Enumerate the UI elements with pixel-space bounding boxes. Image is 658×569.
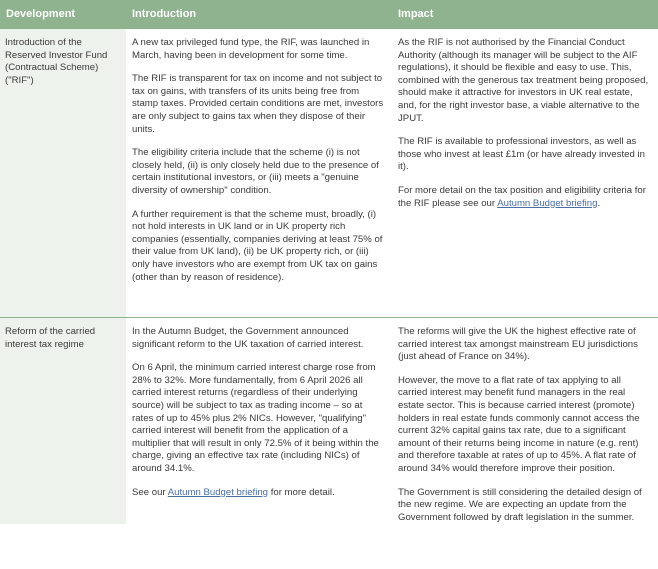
header-row	[0, 0, 658, 29]
link-suffix: .	[597, 197, 601, 209]
autumn-budget-briefing-link[interactable]: Autumn Budget briefing	[167, 486, 269, 498]
table-row	[0, 318, 658, 525]
autumn-budget-briefing-link[interactable]: Autumn Budget briefing	[497, 197, 598, 209]
header-impact: Impact	[392, 0, 658, 29]
paragraph: The Government is still considering the detailed design of the new regime. We are expecting an update from the Government followed by draft legislation in the summer.	[398, 486, 642, 523]
paragraph	[398, 185, 652, 210]
introduction-cell	[126, 318, 392, 525]
paragraph: The RIF is transparent for tax on income and not subject to tax on gains, with transfers of its units being free from stamp taxes. Provided certain conditions are met, investors are only subject to gains tax when they dispose of their units.	[132, 73, 384, 135]
paragraph: As the RIF is not authorised by the Financial Conduct Authority (although its manager will be subject to the AIF regulations), it should be flexible and easy to use. This, combined with the generous tax treatment being proposed, should make it attractive for investors in UK real estate, and, for the right investor base, a viable alternative to the JPUT.	[398, 37, 649, 124]
impact-cell	[392, 29, 658, 318]
introduction-cell	[126, 29, 392, 318]
header-development: Development	[0, 0, 126, 29]
paragraph	[132, 487, 386, 500]
paragraph: In the Autumn Budget, the Government announced significant reform to the UK taxation of carried interest.	[132, 326, 364, 350]
link-suffix: for more detail.	[268, 486, 335, 498]
paragraph: A new tax privileged fund type, the RIF, was launched in March, having been in development for some time.	[132, 37, 370, 61]
paragraph: On 6 April, the minimum carried interest charge rose from 28% to 32%. More fundamentally, from 6 April 2026 all carried interest returns (regardless of their underlying source) will be subject to tax as trading income – so at rates of up to 45% plus 2% NICs. However, "qualifying" carried interest will benefit from the application of a multiplier that will result in only 72.5% of it being within the charge, giving an effective tax rate (including NICs) of around 34.1%.	[132, 362, 379, 474]
paragraph: The eligibility criteria include that the scheme (i) is not closely held, (ii) is only closely held due to the presence of certain institutional investors, or (iii) meets a "genuine diversity of ownership" condition.	[132, 147, 379, 196]
paragraph: The RIF is available to professional investors, as well as those who invest at least £1m (or have already invested in it).	[398, 136, 645, 173]
development-cell: Introduction of the Reserved Investor Fund (Contractual Scheme) ("RIF")	[0, 29, 126, 318]
link-prefix: For more detail on the tax position and eligibility criteria for the RIF please see our	[398, 184, 646, 209]
development-cell: Reform of the carried interest tax regime	[0, 318, 126, 525]
impact-cell	[392, 318, 658, 525]
link-prefix: See our	[132, 486, 168, 498]
paragraph: A further requirement is that the scheme must, broadly, (i) not hold interests in UK land or in UK property rich companies (essentially, companies deriving at least 75% of their value from UK land), (ii) be UK property rich, or (iii) only have investors who are exempt from UK tax on gains (other than by reason of residence).	[132, 208, 383, 283]
paragraph: The reforms will give the UK the highest effective rate of carried interest tax amongst mainstream EU jurisdictions (just ahead of France on 34%).	[398, 326, 638, 363]
paragraph: However, the move to a flat rate of tax applying to all carried interest may benefit fund managers in the real estate sector. This is because carried interest (promote) holders in real estate funds commonly cannot access the current 32% capital gains tax rate, due to a significant amount of their returns being income in nature (e.g. rent) and therefore taxable at rates of up to 45%. A flat rate of around 34% would therefore improve their position.	[398, 374, 640, 474]
table-row	[0, 29, 658, 318]
header-introduction: Introduction	[126, 0, 392, 29]
